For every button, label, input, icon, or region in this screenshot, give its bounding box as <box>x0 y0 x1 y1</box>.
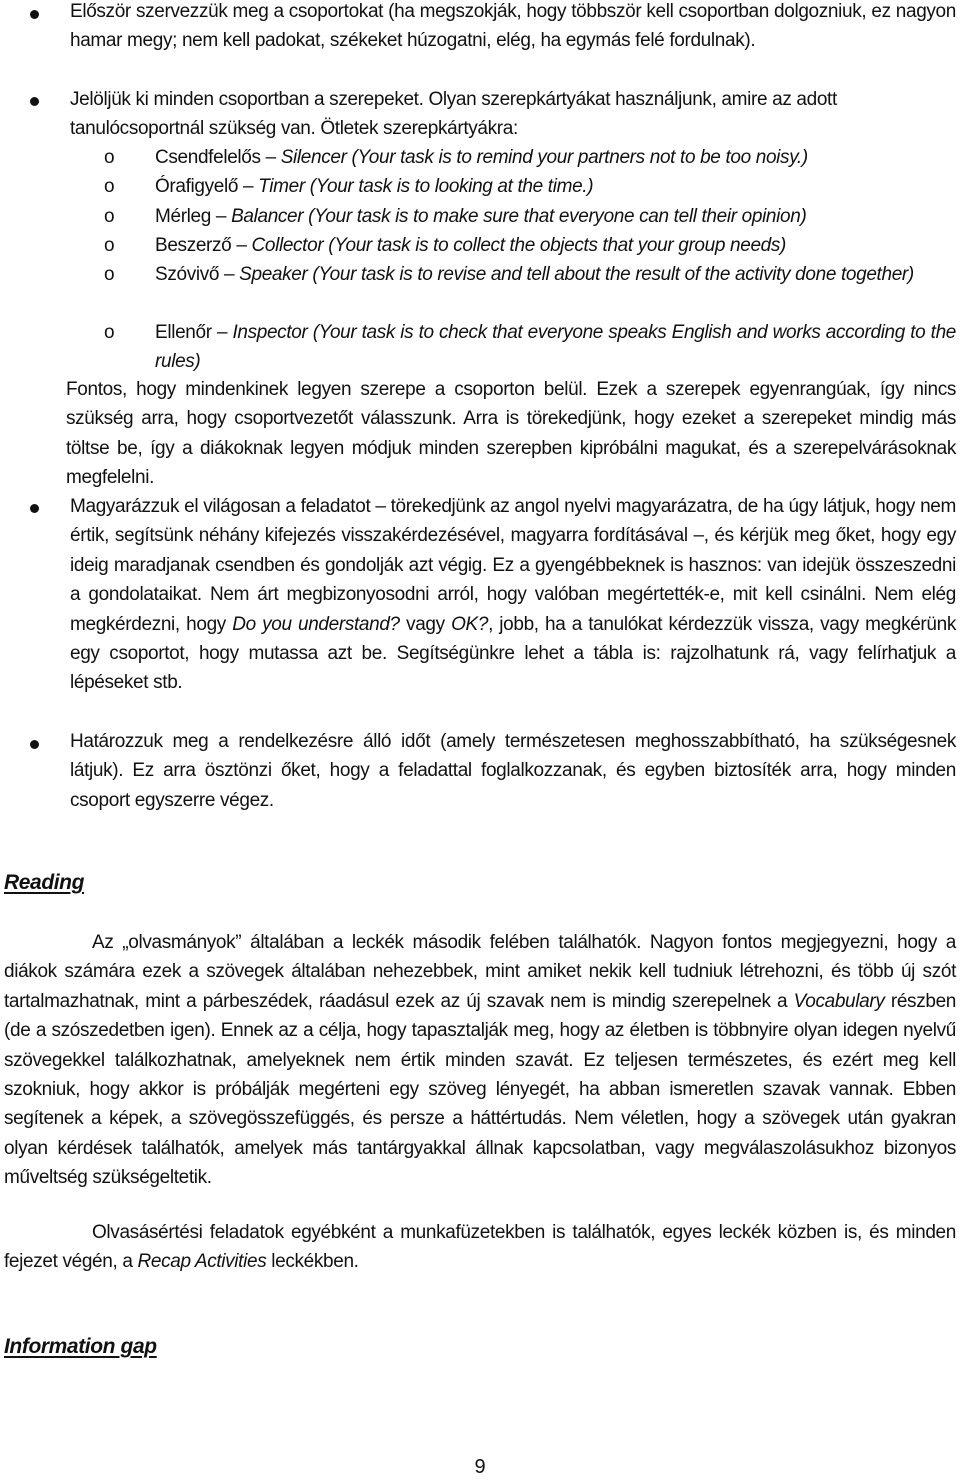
role-en: Speaker (Your task is to revise and tell about the result of the activity done together) <box>239 264 914 285</box>
role-hu: Ellenőr <box>155 322 212 343</box>
list-marker: o <box>104 206 115 227</box>
list-marker: o <box>104 147 115 168</box>
role-item: o Szóvivő – Speaker (Your task is to revise and tell about the result of the activity done together) <box>104 260 956 289</box>
list-marker: o <box>104 235 115 256</box>
role-hu: Szóvivő <box>155 264 220 285</box>
bullet-dot <box>30 10 39 19</box>
section-heading-info-gap: Information gap <box>4 1335 157 1358</box>
list-marker: o <box>104 322 115 343</box>
list-marker: o <box>104 176 115 197</box>
role-item: o Ellenőr – Inspector (Your task is to check that everyone speaks English and works according to the rules) <box>104 318 956 377</box>
bullet-dot <box>30 97 39 106</box>
role-en: Balancer (Your task is to make sure that everyone can tell their opinion) <box>231 206 807 227</box>
bullet-dot <box>30 504 39 513</box>
role-item: o Órafigyelő – Timer (Your task is to looking at the time.) <box>104 172 956 201</box>
role-hu: Csendfelelős <box>155 147 261 168</box>
bullet-dot <box>30 740 39 749</box>
role-hu: Mérleg <box>155 206 211 227</box>
bullet-item-explain: Magyarázzuk el világosan a feladatot – törekedjünk az angol nyelvi magyarázatra, de ha úgy látjuk, hogy nem értik, segítsünk néhány kifejezés visszakérdezésével, magyarra fordításával –, és kérjük meg őket, hogy egy ideig maradjanak csendben és gondolják azt végig. Ez a gyengébbeknek is hasznos: van idejük összeszedni a gondolataikat. Nem árt megbizonyosodni arról, hogy valóban megértették-e, mit kell csinálni. Nem elég megkérdezni, hogy Do you understand? vagy OK?, jobb, ha a tanulókat kérdezzük vissza, vagy megkérünk egy csoportot, hogy mutassa azt be. Segítségünkre lehet a tábla is: rajzolhatunk rá, vagy felírhatjuk a lépéseket stb. <box>70 496 956 694</box>
roles-note: Fontos, hogy mindenkinek legyen szerepe a csoporton belül. Ezek a szerepek egyenrangúak, így nincs szükség arra, hogy csoportvezetőt válasszunk. Arra is törekedjünk, hogy ezeket a szerepeket mindig más töltse be, így a diákoknak legyen módjuk minden szerepben kipróbálni magukat, és a szerepelvárásoknak megfelelni. <box>66 379 956 489</box>
role-item: o Mérleg – Balancer (Your task is to make sure that everyone can tell their opinion) <box>104 202 956 231</box>
role-en: Collector (Your task is to collect the objects that your group needs) <box>251 235 787 256</box>
role-item: o Csendfelelős – Silencer (Your task is to remind your partners not to be too noisy.) <box>104 143 956 172</box>
bullet-item-time: Határozzuk meg a rendelkezésre álló időt (amely természetesen meghosszabbítható, ha szükségesnek látjuk). Ez arra ösztönzi őket, hogy a feladattal foglalkozzanak, és egyben biztosíték arra, hogy minden csoport egyszerre végez. <box>70 731 956 811</box>
role-item: o Beszerző – Collector (Your task is to collect the objects that your group needs) <box>104 231 956 260</box>
page-number: 9 <box>474 1456 486 1478</box>
reading-paragraph: Olvasásértési feladatok egyébként a munkafüzetekben is találhatók, egyes leckék közben is, és minden fejezet végén, a Recap Activities leckékben. <box>4 1222 956 1273</box>
reading-paragraph: Az „olvasmányok” általában a leckék második felében találhatók. Nagyon fontos megjegyezni, hogy a diákok számára ezek a szövegek általában nehezebbek, mint amiket nekik kell tudniuk létrehozni, és több új szót tartalmazhatnak, mint a párbeszédek, ráadásul ezek az új szavak nem is mindig szerepelnek a Vocabulary részben (de a szószedetben igen). Ennek az a célja, hogy tapasztalják meg, hogy az életben is többnyire olyan idegen nyelvű szövegekkel találkozhatnak, amelyeknek nem értik minden szavát. Ez teljesen természetes, és ezért meg kell szokniuk, hogy akkor is próbálják megérteni egy szöveg lényegét, ha abban ismeretlen szavak vannak. Ebben segítenek a képek, a szövegösszefüggés, és persze a háttértudás. Nem véletlen, hogy a szövegek után gyakran olyan kérdések találhatók, amelyek más tantárgyakkal állnak kapcsolatban, vagy megválaszolásukhoz bizonyos műveltség szükségeltetik. <box>4 932 957 1189</box>
list-marker: o <box>104 264 115 285</box>
role-en: Inspector (Your task is to check that everyone speaks English and works according to the rules) <box>155 322 957 373</box>
role-en: Silencer (Your task is to remind your partners not to be too noisy.) <box>280 147 808 168</box>
section-heading-reading: Reading <box>4 871 85 894</box>
role-hu: Beszerző <box>155 235 232 256</box>
bullet-item-roles: Jelöljük ki minden csoportban a szerepeket. Olyan szerepkártyákat használjunk, amire az adott tanulócsoportnál szükség van. Ötletek szerepkártyákra: <box>70 89 837 140</box>
role-en: Timer (Your task is to looking at the time.) <box>258 176 594 197</box>
bullet-item-groups: Először szervezzük meg a csoportokat (ha megszokják, hogy többször kell csoportban dolgozniuk, ez nagyon hamar megy; nem kell padokat, székeket húzogatni, elég, ha egymás felé fordulnak). <box>70 1 956 52</box>
role-hu: Órafigyelő <box>155 176 239 197</box>
